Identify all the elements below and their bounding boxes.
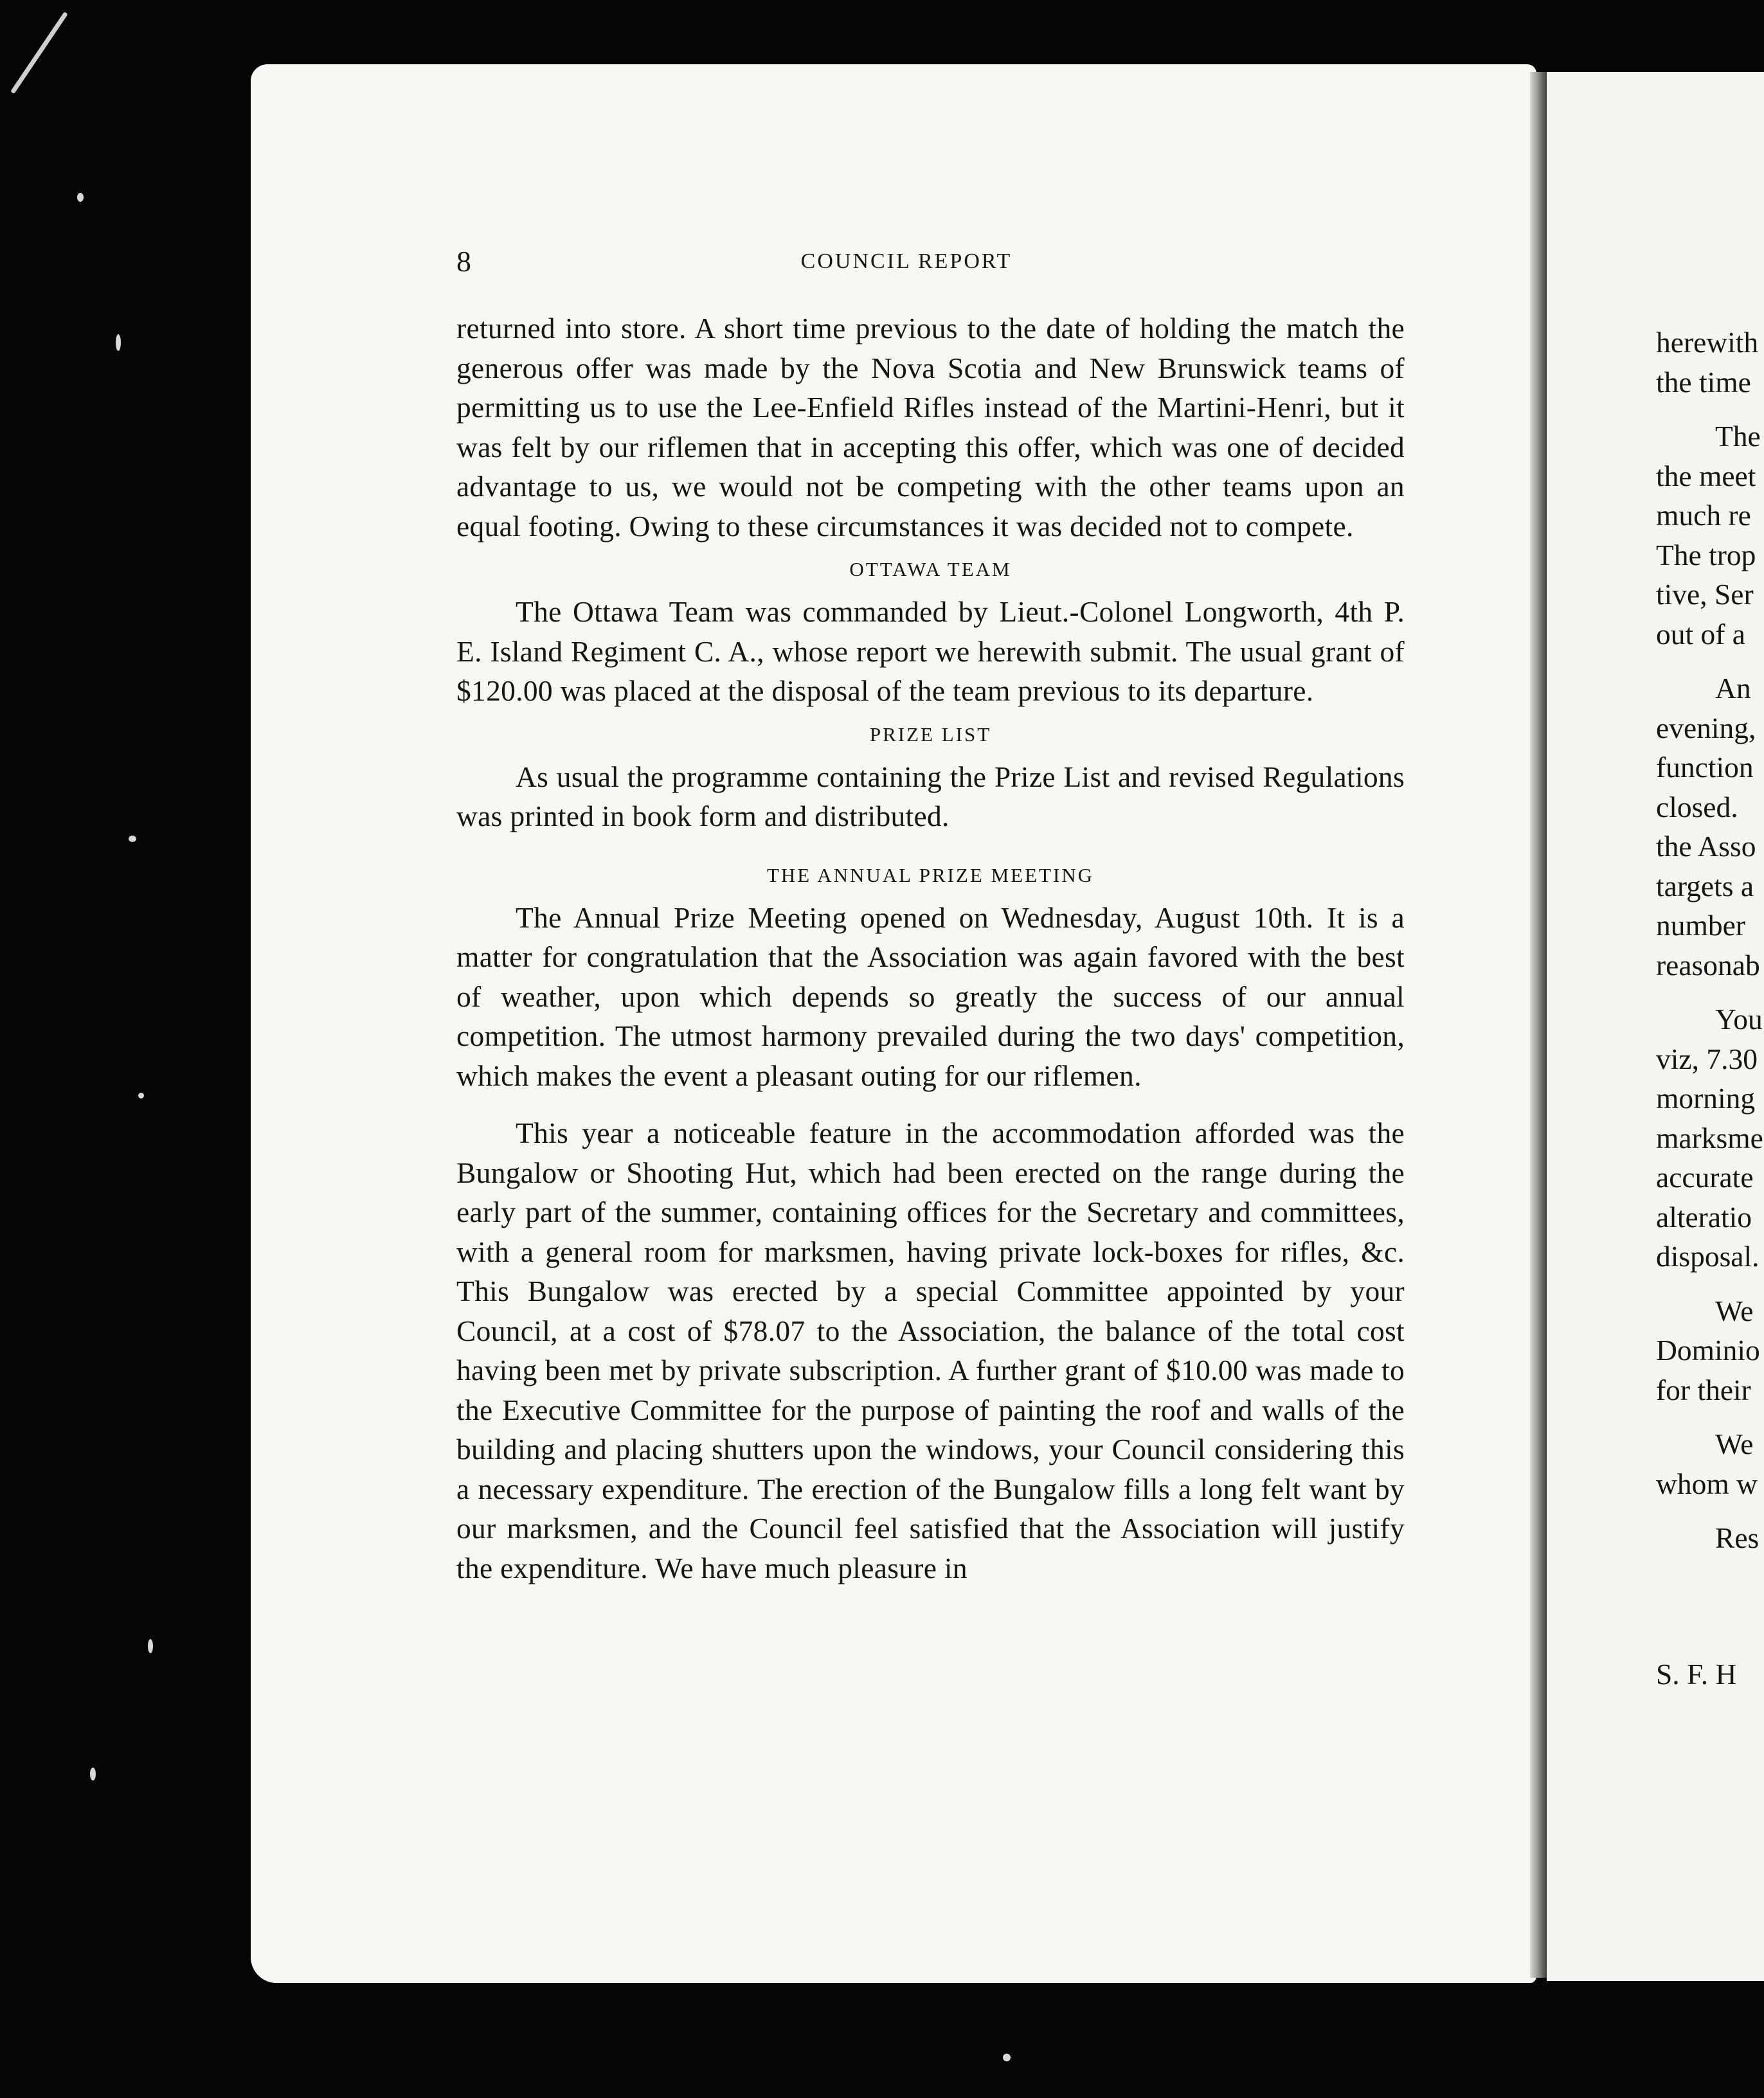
paragraph-prize-list: As usual the programme containing the Prize List and revised Regulations was printed in book form and distributed.: [456, 760, 1405, 832]
right-line: viz, 7.30: [1656, 1042, 1758, 1075]
right-line: out of a: [1656, 617, 1745, 650]
right-line: alteratio: [1656, 1200, 1752, 1233]
paragraph-continued: returned into store. A short time previous to the date of holding the match the generous offer was made by the Nova Scotia and New Brunswick teams of permitting us to use the Lee-Enfield Rifles instead of the Martini-Henri, but it was felt by our riflemen that in accepting this offer, which was one of decided advantage to us, we would not be competing with the other teams upon an equal footing. Owing to these circumstances it was decided not to compete.: [456, 312, 1405, 542]
right-line: marksme: [1656, 1121, 1763, 1154]
right-line: accurate: [1656, 1161, 1754, 1194]
heading-annual-prize-meeting: THE ANNUAL PRIZE MEETING: [766, 863, 1095, 886]
right-line: Dominio: [1656, 1334, 1760, 1367]
right-line: the meet: [1656, 459, 1756, 492]
heading-prize-list: PRIZE LIST: [869, 722, 992, 746]
right-line: reasonab: [1656, 948, 1760, 982]
heading-ottawa-team: OTTAWA TEAM: [849, 558, 1012, 580]
right-line: herewith: [1656, 326, 1759, 359]
paragraph-bungalow: This year a noticeable feature in the accommodation afforded was the Bungalow or Shooting Hut, which had been erected on the range during the early part of the summer, containing offices for the Secretary and committees, with a general room for marksmen, having private lock-boxes for rifles, &c. This Bungalow was erected by a special Committee appointed by your Council, at a cost of $78.07 to the Association, the balance of the total cost having been met by private subscription. A further grant of $10.00 was made to the Executive Committee for the purpose of painting the roof and walls of the building and placing shutters upon the windows, your Council considering this a necessary expenditure. The erection of the Bungalow fills a long felt want by our marksmen, and the Council feel satisfied that the Association will justify the expenditure. We have much pleasure in: [456, 1116, 1405, 1584]
film-scratch: [10, 12, 68, 94]
right-line: the time: [1656, 365, 1751, 399]
right-page-text: [1656, 323, 1763, 1694]
right-line-signature: S. F. H: [1656, 1657, 1737, 1690]
right-line: closed.: [1656, 790, 1738, 823]
right-line: disposal.: [1656, 1240, 1760, 1273]
right-page-cropped: [1547, 72, 1764, 1981]
paragraph-ottawa-team: The Ottawa Team was commanded by Lieut.-Colonel Longworth, 4th P. E. Island Regiment C. A., whose report we herewith submit. The usual grant of $120.00 was placed at the disposal of the team previous to its departure.: [456, 595, 1405, 707]
running-title: COUNCIL REPORT: [800, 249, 1013, 273]
right-line: the Asso: [1656, 830, 1756, 863]
left-page: [251, 64, 1536, 1983]
right-line: tive, Ser: [1656, 578, 1754, 611]
right-line: morning: [1656, 1082, 1756, 1115]
right-line: evening,: [1656, 711, 1756, 744]
right-line: Res: [1715, 1521, 1760, 1554]
right-line: targets a: [1656, 869, 1754, 902]
right-line: We: [1715, 1428, 1754, 1460]
right-line: The trop: [1656, 538, 1756, 571]
paragraph-annual-meeting: The Annual Prize Meeting opened on Wednesday, August 10th. It is a matter for congratulation that the Association was again favored with the best of weather, upon which depends so greatly the success of our annual competition. The utmost harmony prevailed during the two days' competition, which makes the event a pleasant outing for our riflemen.: [456, 901, 1405, 1092]
page-number: 8: [456, 245, 471, 278]
right-line: function: [1656, 751, 1754, 784]
right-line: You: [1715, 1003, 1763, 1036]
book-gutter: [1530, 72, 1547, 1978]
right-line: The: [1715, 420, 1761, 453]
right-line: for their: [1656, 1373, 1751, 1406]
right-line: whom w: [1656, 1467, 1758, 1500]
right-line: much re: [1656, 499, 1751, 532]
body-text: [456, 309, 1405, 1588]
right-line: number: [1656, 909, 1745, 942]
right-line: An: [1715, 672, 1751, 704]
right-line: We: [1715, 1294, 1754, 1327]
running-head: [456, 244, 1356, 289]
